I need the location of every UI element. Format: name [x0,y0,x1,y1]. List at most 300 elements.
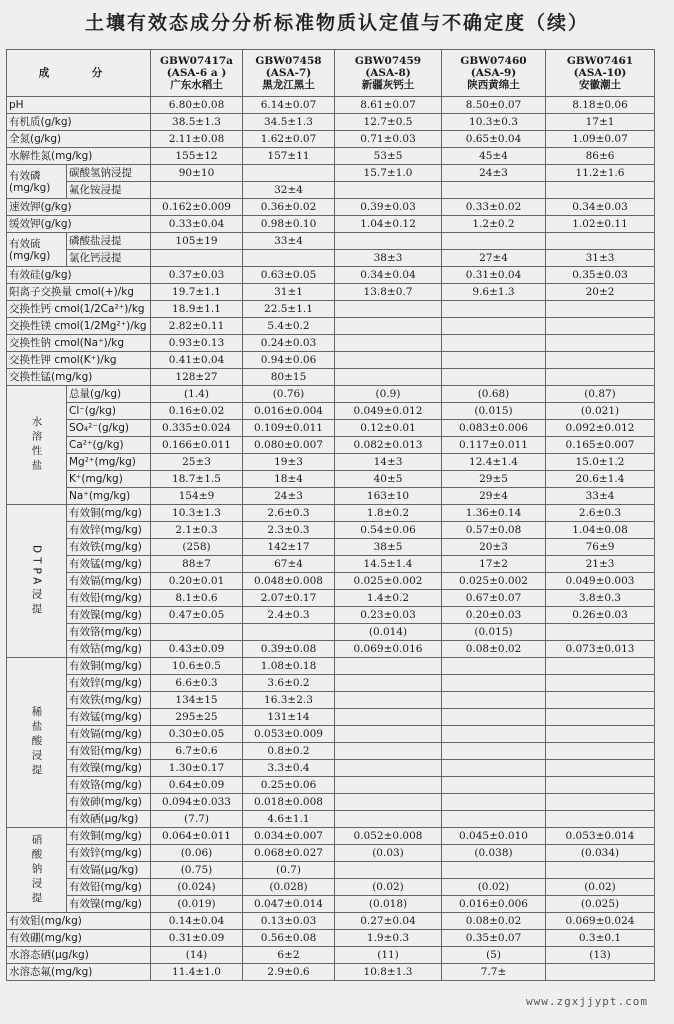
value-cell [151,182,243,199]
value-cell [151,250,243,267]
row-label: 有效铬(mg/kg) [67,777,151,794]
value-cell [442,658,546,675]
value-cell [335,675,442,692]
row-label: 全氮(g/kg) [7,131,151,148]
value-cell [442,318,546,335]
value-cell: 18±4 [243,471,335,488]
value-cell: 45±4 [442,148,546,165]
watermark: www.zgxjjypt.com [526,995,648,1008]
value-cell: 6.7±0.6 [151,743,243,760]
row-label: 有效锌(mg/kg) [67,675,151,692]
column-header [442,50,546,97]
value-cell: 10.3±1.3 [151,505,243,522]
value-cell: 8.1±0.6 [151,590,243,607]
value-cell: 0.069±0.016 [335,641,442,658]
value-cell: 6±2 [243,947,335,964]
column-header-sample: (ASA-9) [470,67,517,79]
value-cell [335,318,442,335]
row-label: 有效铅(mg/kg) [67,590,151,607]
value-cell: 29±4 [442,488,546,505]
value-cell: 0.049±0.012 [335,403,442,420]
value-cell [442,743,546,760]
value-cell: 0.34±0.03 [546,199,655,216]
row-label: 有效锰(mg/kg) [67,556,151,573]
value-cell: 0.31±0.09 [151,930,243,947]
value-cell: (0.76) [243,386,335,403]
column-header-name: 安徽潮土 [579,79,621,91]
column-header-code: GBW07460 [460,55,527,67]
value-cell [546,301,655,318]
column-header-sample: (ASA-7) [265,67,312,79]
value-cell: 0.71±0.03 [335,131,442,148]
value-cell [442,777,546,794]
value-cell: 0.34±0.04 [335,267,442,284]
value-cell: (0.021) [546,403,655,420]
row-label: 有效镍(mg/kg) [67,896,151,913]
value-cell: (7.7) [151,811,243,828]
column-header [151,50,243,97]
row-label: Na⁺(mg/kg) [67,488,151,505]
value-cell: 0.25±0.06 [243,777,335,794]
value-cell [335,369,442,386]
value-cell: 80±15 [243,369,335,386]
value-cell: 163±10 [335,488,442,505]
table-row [7,522,655,539]
value-cell: 0.018±0.008 [243,794,335,811]
value-cell: 8.61±0.07 [335,97,442,114]
value-cell: 1.8±0.2 [335,505,442,522]
value-cell: 53±5 [335,148,442,165]
table-row [7,845,655,862]
value-cell: 0.048±0.008 [243,573,335,590]
row-label: 有效铜(mg/kg) [67,658,151,675]
header-row [7,50,655,97]
value-cell: 38±3 [335,250,442,267]
row-label: 有效锰(mg/kg) [67,709,151,726]
table-row [7,165,655,182]
row-label: 有效铅(mg/kg) [67,879,151,896]
table-row [7,420,655,437]
row-label: 氯化钙浸提 [67,250,151,267]
value-cell: 11.2±1.6 [546,165,655,182]
value-cell: 8.18±0.06 [546,97,655,114]
table-row [7,131,655,148]
value-cell: 21±3 [546,556,655,573]
value-cell [335,658,442,675]
value-cell: (0.02) [546,879,655,896]
group-label [7,165,67,199]
value-cell: 4.6±1.1 [243,811,335,828]
group-label [7,505,67,658]
row-label: 交换性钙 cmol(1/2Ca²⁺)/kg [7,301,151,318]
value-cell: 0.56±0.08 [243,930,335,947]
table-row [7,505,655,522]
value-cell: (0.028) [243,879,335,896]
value-cell: 0.37±0.03 [151,267,243,284]
table-row [7,199,655,216]
row-label: Mg²⁺(mg/kg) [67,454,151,471]
value-cell: (11) [335,947,442,964]
value-cell: 0.047±0.014 [243,896,335,913]
value-cell: 15.0±1.2 [546,454,655,471]
value-cell [442,811,546,828]
value-cell [442,692,546,709]
value-cell: 0.025±0.002 [335,573,442,590]
value-cell: 22.5±1.1 [243,301,335,318]
value-cell: 0.092±0.012 [546,420,655,437]
value-cell [546,811,655,828]
row-label: 速效钾(g/kg) [7,199,151,216]
value-cell: 0.35±0.03 [546,267,655,284]
value-cell: (0.03) [335,845,442,862]
row-label: 交换性镁 cmol(1/2Mg²⁺)/kg [7,318,151,335]
value-cell [335,182,442,199]
value-cell [546,318,655,335]
table-row [7,675,655,692]
value-cell: 24±3 [442,165,546,182]
row-label: 有效铁(mg/kg) [67,692,151,709]
value-cell [335,862,442,879]
value-cell: (1.4) [151,386,243,403]
value-cell: 0.20±0.01 [151,573,243,590]
value-cell: 0.39±0.03 [335,199,442,216]
value-cell [442,709,546,726]
row-label: 交换性钾 cmol(K⁺)/kg [7,352,151,369]
value-cell: 1.02±0.11 [546,216,655,233]
value-cell [442,726,546,743]
value-cell: 0.27±0.04 [335,913,442,930]
table-row [7,216,655,233]
value-cell [151,624,243,641]
value-cell [335,233,442,250]
value-cell: (0.015) [442,403,546,420]
value-cell: (0.018) [335,896,442,913]
row-label: 交换性锰(mg/kg) [7,369,151,386]
table-row [7,233,655,250]
table-row [7,879,655,896]
group-name: DTPA浸提 [30,544,43,618]
group-unit: (mg/kg) [9,181,51,194]
value-cell [546,726,655,743]
value-cell [442,335,546,352]
table-row [7,182,655,199]
value-cell: 131±14 [243,709,335,726]
group-name: 稀盐酸浸提 [30,706,43,779]
value-cell: 0.094±0.033 [151,794,243,811]
value-cell [335,811,442,828]
value-cell: 157±11 [243,148,335,165]
value-cell: 1.09±0.07 [546,131,655,148]
column-header-sample: (ASA-10) [573,67,627,79]
value-cell: 0.31±0.04 [442,267,546,284]
table-row [7,97,655,114]
value-cell: 0.064±0.011 [151,828,243,845]
value-cell: (13) [546,947,655,964]
table-row [7,318,655,335]
value-cell: 0.080±0.007 [243,437,335,454]
value-cell: 25±3 [151,454,243,471]
value-cell: 3.3±0.4 [243,760,335,777]
value-cell: 17±1 [546,114,655,131]
value-cell [335,726,442,743]
group-label [7,386,67,505]
value-cell: 33±4 [243,233,335,250]
table-row [7,148,655,165]
value-cell: 0.63±0.05 [243,267,335,284]
value-cell: 90±10 [151,165,243,182]
value-cell: 0.025±0.002 [442,573,546,590]
value-cell: 2.6±0.3 [546,505,655,522]
row-label: 有效砷(mg/kg) [67,794,151,811]
value-cell: 0.13±0.03 [243,913,335,930]
value-cell: 0.052±0.008 [335,828,442,845]
value-cell: 10.3±0.3 [442,114,546,131]
value-cell: 76±9 [546,539,655,556]
table-row [7,386,655,403]
row-label: 有效铁(mg/kg) [67,539,151,556]
value-cell: 12.7±0.5 [335,114,442,131]
table-row [7,930,655,947]
value-cell: 0.082±0.013 [335,437,442,454]
value-cell: 0.053±0.014 [546,828,655,845]
table-row [7,114,655,131]
column-header-code: GBW07417a [160,55,233,67]
value-cell: 1.2±0.2 [442,216,546,233]
value-cell: 3.6±0.2 [243,675,335,692]
value-cell: 0.117±0.011 [442,437,546,454]
value-cell: 295±25 [151,709,243,726]
row-label: 总量(g/kg) [67,386,151,403]
row-label: 水溶态氟(mg/kg) [7,964,151,981]
value-cell: 0.54±0.06 [335,522,442,539]
value-cell: 7.7± [442,964,546,981]
table-row [7,760,655,777]
value-cell: 155±12 [151,148,243,165]
value-cell: 5.4±0.2 [243,318,335,335]
value-cell: 13.8±0.7 [335,284,442,301]
value-cell: 0.35±0.07 [442,930,546,947]
table-row [7,862,655,879]
column-header-sample: (ASA-6 a ) [166,67,227,79]
value-cell: 0.016±0.006 [442,896,546,913]
value-cell: 0.67±0.07 [442,590,546,607]
table-row [7,369,655,386]
column-header-name: 广东水稻土 [170,79,223,91]
value-cell: 0.12±0.01 [335,420,442,437]
value-cell: 128±27 [151,369,243,386]
value-cell: 0.034±0.007 [243,828,335,845]
row-label: Cl⁻(g/kg) [67,403,151,420]
value-cell: 0.14±0.04 [151,913,243,930]
value-cell [335,301,442,318]
value-cell [335,760,442,777]
value-cell: 1.04±0.12 [335,216,442,233]
value-cell: 0.068±0.027 [243,845,335,862]
row-label: 水解性氮(mg/kg) [7,148,151,165]
value-cell: 2.6±0.3 [243,505,335,522]
row-label: 有机质(g/kg) [7,114,151,131]
value-cell: 6.14±0.07 [243,97,335,114]
value-cell: 0.41±0.04 [151,352,243,369]
value-cell: 0.053±0.009 [243,726,335,743]
row-label: 阳离子交换量 cmol(+)/kg [7,284,151,301]
row-label: 有效镉(μg/kg) [67,862,151,879]
value-cell [546,658,655,675]
table-row [7,709,655,726]
value-cell: 14±3 [335,454,442,471]
group-name: 硝酸钠浸提 [30,833,43,907]
value-cell: 0.33±0.02 [442,199,546,216]
row-label: 氟化铵浸提 [67,182,151,199]
row-label: 有效镍(mg/kg) [67,607,151,624]
table-row [7,488,655,505]
column-header-name: 陕西黄绵土 [467,79,520,91]
table-row [7,726,655,743]
value-cell: 154±9 [151,488,243,505]
value-cell: 0.08±0.02 [442,641,546,658]
value-cell: 27±4 [442,250,546,267]
table-row [7,556,655,573]
table-row [7,828,655,845]
value-cell: 0.16±0.02 [151,403,243,420]
value-cell [335,335,442,352]
column-header-sample: (ASA-8) [365,67,411,79]
value-cell: 0.3±0.1 [546,930,655,947]
value-cell: 2.3±0.3 [243,522,335,539]
table-row [7,624,655,641]
value-cell: (0.87) [546,386,655,403]
row-label: 有效铅(mg/kg) [67,743,151,760]
table-row [7,539,655,556]
row-label: pH [7,97,151,114]
value-cell: (0.034) [546,845,655,862]
value-cell: 0.162±0.009 [151,199,243,216]
value-cell: 2.9±0.6 [243,964,335,981]
value-cell: 18.7±1.5 [151,471,243,488]
table-row [7,403,655,420]
table-row [7,284,655,301]
value-cell: 0.30±0.05 [151,726,243,743]
value-cell [546,233,655,250]
value-cell: 31±3 [546,250,655,267]
value-cell: 6.80±0.08 [151,97,243,114]
value-cell: (0.038) [442,845,546,862]
group-name: 水溶性盐 [30,416,43,474]
value-cell: 86±6 [546,148,655,165]
value-cell: 0.57±0.08 [442,522,546,539]
table-row [7,811,655,828]
value-cell: 0.26±0.03 [546,607,655,624]
row-label: 交换性钠 cmol(Na⁺)/kg [7,335,151,352]
value-cell: 0.47±0.05 [151,607,243,624]
table-row [7,437,655,454]
value-cell: (0.75) [151,862,243,879]
row-label: 有效铜(mg/kg) [67,828,151,845]
value-cell: 12.4±1.4 [442,454,546,471]
value-cell: (0.06) [151,845,243,862]
table-row [7,471,655,488]
column-header [335,50,442,97]
value-cell [546,692,655,709]
value-cell: 20±3 [442,539,546,556]
value-cell [546,964,655,981]
value-cell: 2.1±0.3 [151,522,243,539]
value-cell [442,233,546,250]
value-cell: 16.3±2.3 [243,692,335,709]
value-cell: 3.8±0.3 [546,590,655,607]
value-cell: 1.04±0.08 [546,522,655,539]
value-cell: 9.6±1.3 [442,284,546,301]
value-cell [335,352,442,369]
value-cell: 0.64±0.09 [151,777,243,794]
column-header-code: GBW07458 [255,55,322,67]
row-label: SO₄²⁻(g/kg) [67,420,151,437]
table-row [7,692,655,709]
value-cell: (0.9) [335,386,442,403]
value-cell: 0.069±0.024 [546,913,655,930]
value-cell: 1.30±0.17 [151,760,243,777]
table-row [7,964,655,981]
value-cell: 0.93±0.13 [151,335,243,352]
value-cell: 142±17 [243,539,335,556]
row-label: Ca²⁺(g/kg) [67,437,151,454]
page-title: 土壤有效态成分分析标准物质认定值与不确定度（续） [84,12,589,34]
table-body [7,50,655,981]
value-cell [335,743,442,760]
value-cell: 1.4±0.2 [335,590,442,607]
value-cell [335,692,442,709]
value-cell: 17±2 [442,556,546,573]
value-cell: 0.08±0.02 [442,913,546,930]
value-cell: 134±15 [151,692,243,709]
value-cell [546,794,655,811]
value-cell [442,862,546,879]
value-cell: 20.6±1.4 [546,471,655,488]
value-cell [442,675,546,692]
value-cell: 2.82±0.11 [151,318,243,335]
value-cell: 0.20±0.03 [442,607,546,624]
value-cell: 0.65±0.04 [442,131,546,148]
value-cell: 1.36±0.14 [442,505,546,522]
group-label [7,828,67,913]
value-cell [335,709,442,726]
row-label: 有效硅(g/kg) [7,267,151,284]
value-cell: 33±4 [546,488,655,505]
row-label: K⁺(mg/kg) [67,471,151,488]
value-cell: (0.025) [546,896,655,913]
value-cell: 0.073±0.013 [546,641,655,658]
table-row [7,641,655,658]
table-row [7,573,655,590]
value-cell: 2.4±0.3 [243,607,335,624]
value-cell: 32±4 [243,182,335,199]
column-header-code: GBW07459 [354,55,422,67]
value-cell [442,352,546,369]
row-label: 有效镉(mg/kg) [67,573,151,590]
value-cell: 19±3 [243,454,335,471]
row-label: 有效镉(mg/kg) [67,726,151,743]
value-cell: 67±4 [243,556,335,573]
component-header: 成 分 [7,50,151,97]
value-cell: (0.019) [151,896,243,913]
row-label: 有效硒(μg/kg) [67,811,151,828]
value-cell: 18.9±1.1 [151,301,243,318]
value-cell: 0.166±0.011 [151,437,243,454]
value-cell: 1.9±0.3 [335,930,442,947]
row-label: 缓效钾(g/kg) [7,216,151,233]
value-cell [335,794,442,811]
value-cell: 0.23±0.03 [335,607,442,624]
